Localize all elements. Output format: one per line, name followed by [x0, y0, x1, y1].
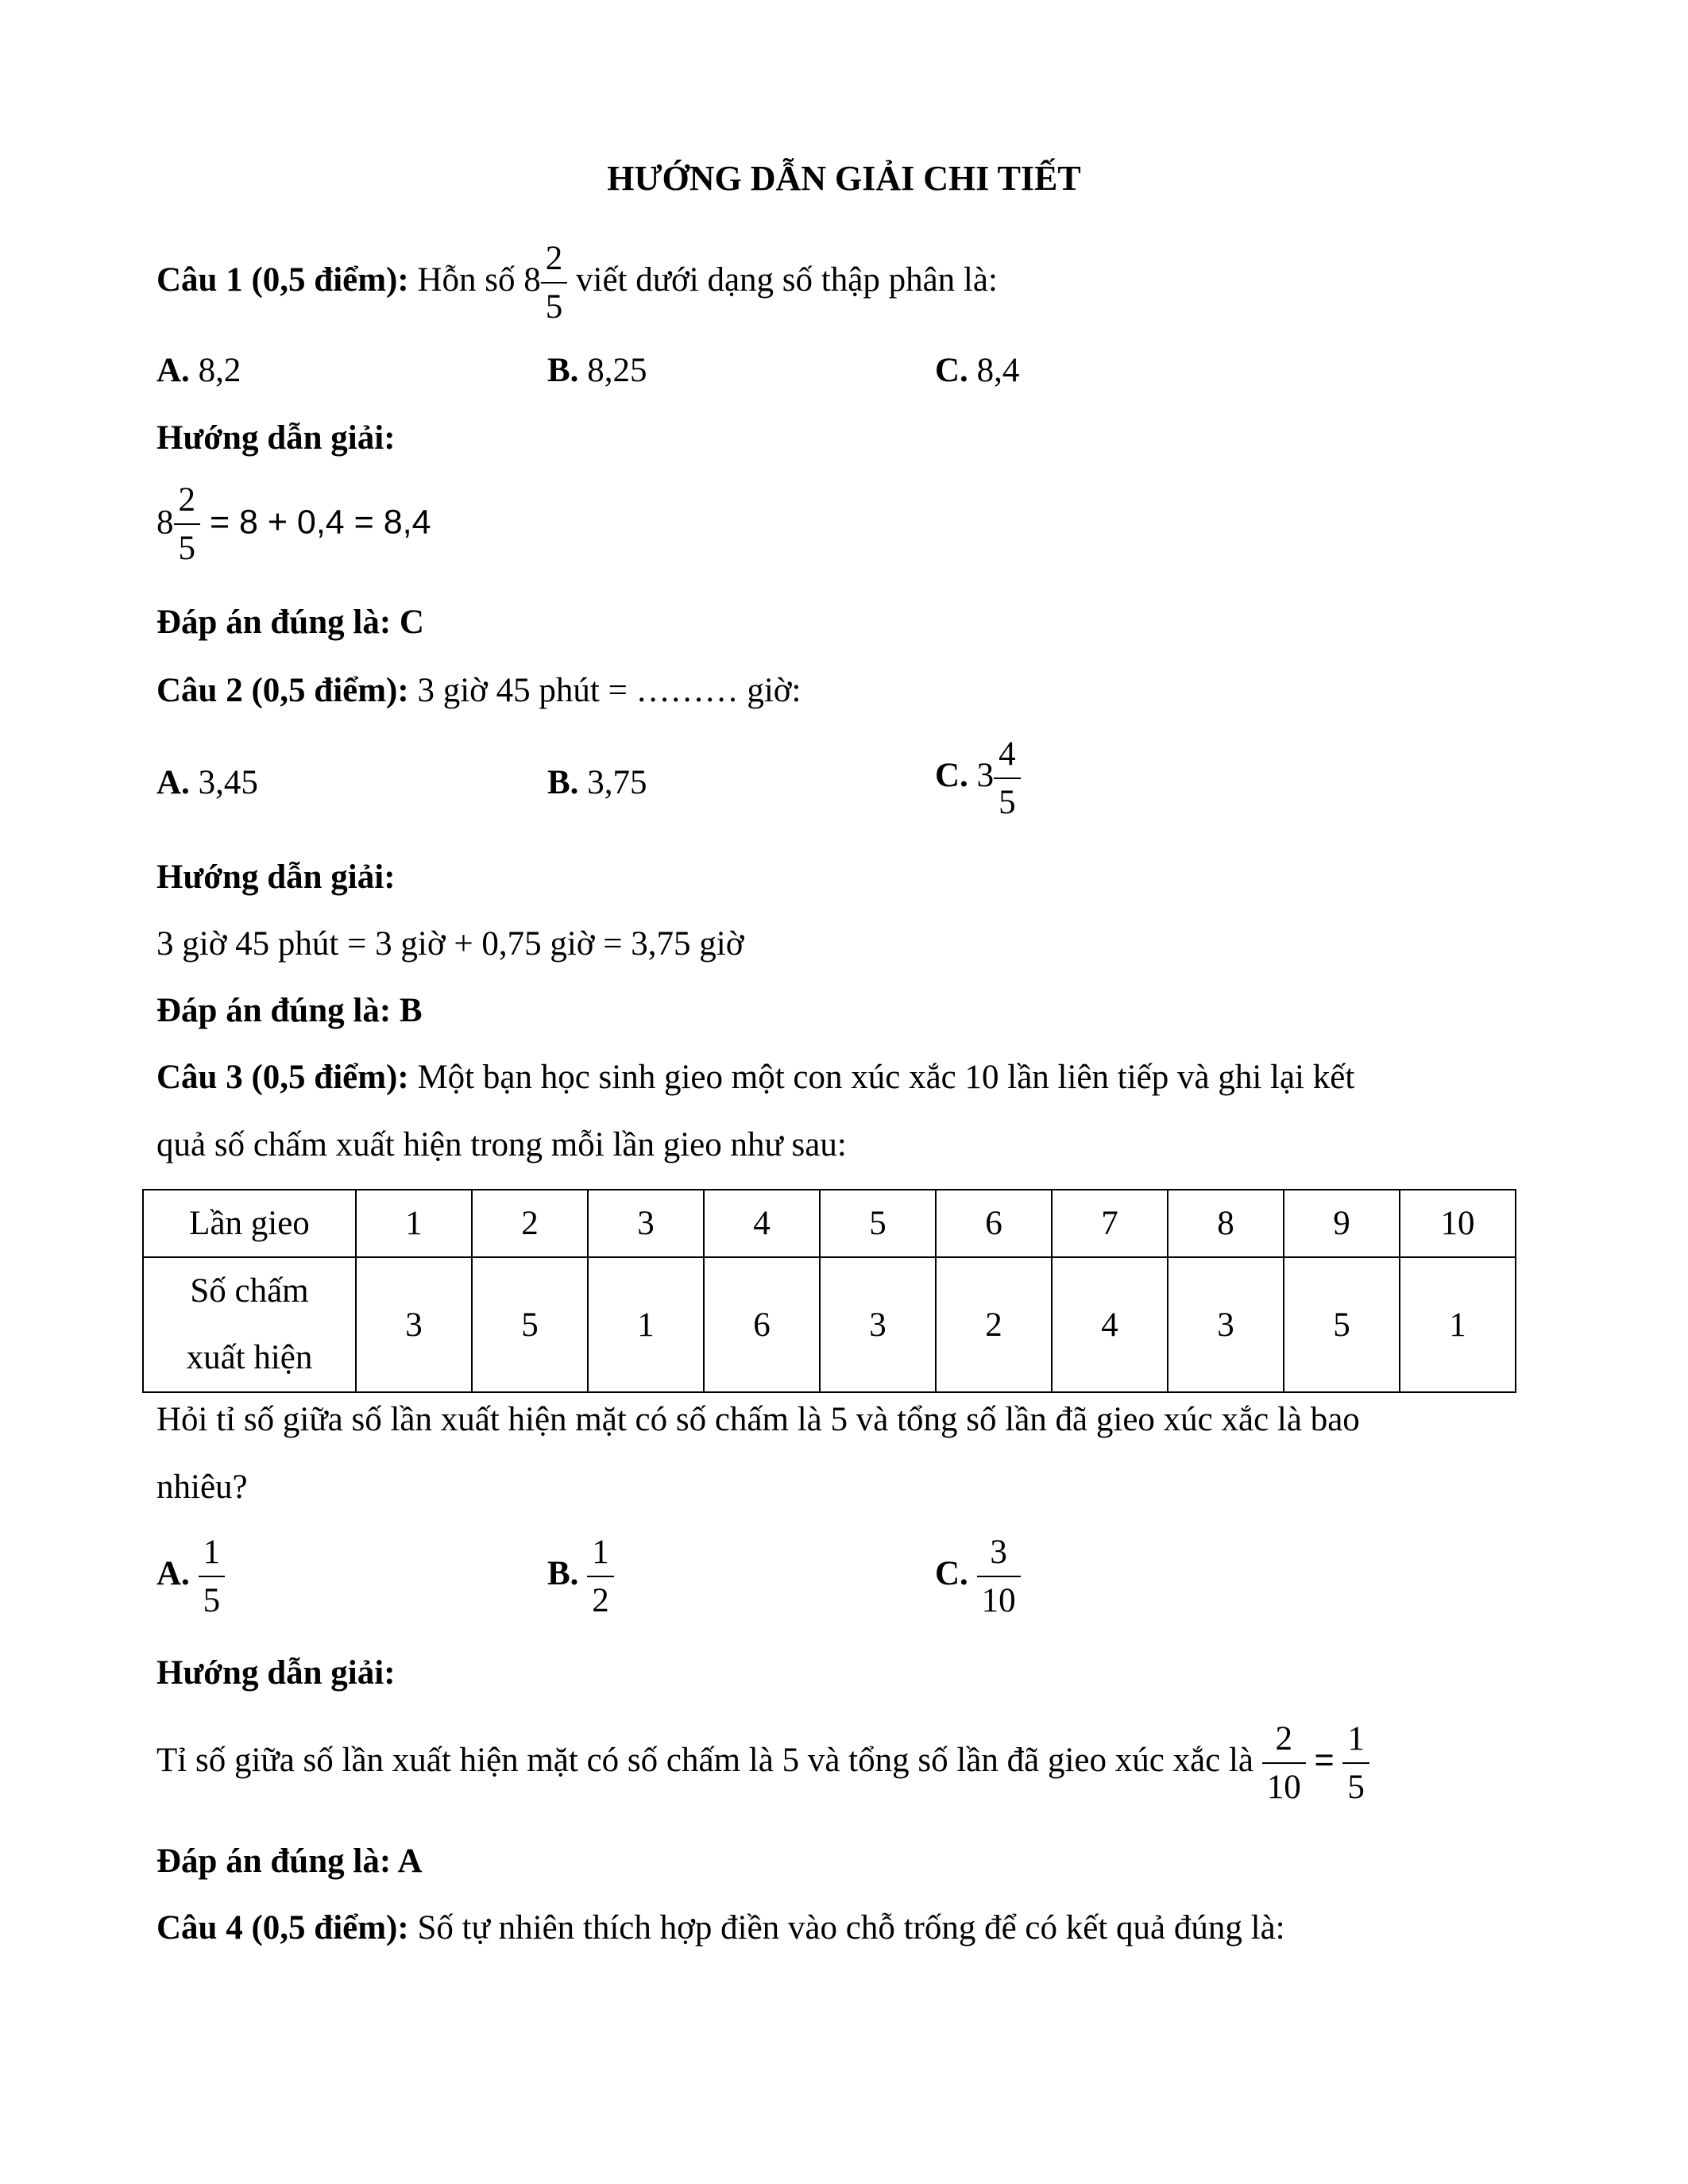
q3-solution-fraction-1: $\frac{2}{10}$	[1262, 1722, 1306, 1804]
q1-option-c: C. 8,4	[935, 352, 1020, 389]
question-1-text-before: Hỗn số 8	[417, 260, 541, 299]
q2-answer: Đáp án đúng là: B	[156, 992, 423, 1029]
table-cell: 3	[1168, 1257, 1284, 1392]
table-header-dots: Số chấm xuất hiện	[143, 1257, 356, 1392]
table-row	[143, 1257, 1516, 1392]
table-cell: 10	[1400, 1190, 1516, 1257]
table-cell: 1	[1400, 1257, 1516, 1392]
dice-results-table	[142, 1189, 1516, 1393]
q1-answer: Đáp án đúng là: C	[156, 604, 424, 641]
table-cell: 2	[936, 1257, 1052, 1392]
q2-solution: 3 giờ 45 phút = 3 giờ + 0,75 giờ = 3,75 giờ	[156, 925, 744, 963]
table-cell: 7	[1052, 1190, 1168, 1257]
q3-solution: Tỉ số giữa số lần xuất hiện mặt có số chấm là 5 và tổng số lần đã gieo xúc xắc là $\frac{2}{10}$ = $\frac{1}{5}$	[156, 1722, 1369, 1804]
question-3-label: Câu 3 (0,5 điểm):	[156, 1059, 409, 1096]
table-cell: 5	[1284, 1257, 1400, 1392]
question-2-text: 3 giờ 45 phút = ……… giờ:	[417, 672, 802, 709]
question-1-text-after: viết dưới dạng số thập phân là:	[576, 260, 998, 299]
table-cell: 1	[588, 1257, 704, 1392]
table-header-throw: Lần gieo	[143, 1190, 356, 1257]
q3-option-b-fraction: $\frac{1}{2}$	[587, 1535, 614, 1618]
table-cell: 8	[1168, 1190, 1284, 1257]
table-cell: 3	[588, 1190, 704, 1257]
q1-option-a: A. 8,2	[156, 352, 241, 389]
table-cell: 6	[936, 1190, 1052, 1257]
question-2-label: Câu 2 (0,5 điểm):	[156, 672, 409, 709]
question-4-label: Câu 4 (0,5 điểm):	[156, 1909, 409, 1947]
q3-option-c-fraction: $\frac{3}{10}$	[977, 1535, 1021, 1618]
table-cell: 9	[1284, 1190, 1400, 1257]
page-title: HƯỚNG DẪN GIẢI CHI TIẾT	[607, 159, 1081, 198]
q2-option-c-fraction: $\frac{4}{5}$	[994, 737, 1021, 820]
table-cell: 6	[704, 1257, 820, 1392]
q3-guide-label: Hướng dẫn giải:	[156, 1654, 396, 1692]
q3-answer: Đáp án đúng là: A	[156, 1843, 423, 1880]
question-3-ask-line2: nhiêu?	[156, 1468, 248, 1506]
question-1-label: Câu 1 (0,5 điểm):	[156, 260, 409, 299]
q1-solution: 8 $\frac{2}{5}$ = 8 + 0,4 = 8,4	[156, 481, 431, 567]
question-3-ask-line1: Hỏi tỉ số giữa số lần xuất hiện mặt có số chấm là 5 và tổng số lần đã gieo xúc xắc là bao	[156, 1401, 1360, 1438]
q2-option-b: B. 3,75	[547, 764, 647, 801]
question-3-stem-line1: Câu 3 (0,5 điểm): Một bạn học sinh gieo một con xúc xắc 10 lần liên tiếp và ghi lại kết	[156, 1059, 1355, 1096]
q3-option-a-fraction: $\frac{1}{5}$	[199, 1535, 226, 1618]
q3-solution-fraction-2: $\frac{1}{5}$	[1342, 1722, 1369, 1804]
question-1-stem	[156, 241, 998, 324]
question-3-stem-line2: quả số chấm xuất hiện trong mỗi lần gieo như sau:	[156, 1126, 847, 1163]
table-cell: 5	[820, 1190, 936, 1257]
table-cell: 4	[704, 1190, 820, 1257]
table-cell: 4	[1052, 1257, 1168, 1392]
table-cell: 2	[472, 1190, 588, 1257]
q3-option-a: A. $\frac{1}{5}$	[156, 1535, 225, 1618]
question-4-stem	[156, 1911, 1285, 1945]
table-cell: 1	[356, 1190, 472, 1257]
table-cell: 3	[820, 1257, 936, 1392]
q1-solution-fraction: $\frac{2}{5}$	[174, 483, 201, 565]
table-cell: 5	[472, 1257, 588, 1392]
q2-option-a: A. 3,45	[156, 764, 258, 801]
q1-option-b: B. 8,25	[547, 352, 647, 389]
q1-guide-label: Hướng dẫn giải:	[156, 419, 396, 457]
table-row	[143, 1190, 1516, 1257]
q2-guide-label: Hướng dẫn giải:	[156, 859, 396, 896]
mixed-number-fraction: $\frac{2}{5}$	[541, 241, 568, 324]
question-4-text: Số tự nhiên thích hợp điền vào chỗ trống để có kết quả đúng là:	[417, 1909, 1285, 1947]
table-cell: 3	[356, 1257, 472, 1392]
question-2-stem	[156, 673, 801, 708]
q3-option-c: C. $\frac{3}{10}$	[935, 1535, 1021, 1618]
q2-option-c: C. 3 $\frac{4}{5}$	[935, 737, 1021, 820]
q3-option-b: B. $\frac{1}{2}$	[547, 1535, 614, 1618]
